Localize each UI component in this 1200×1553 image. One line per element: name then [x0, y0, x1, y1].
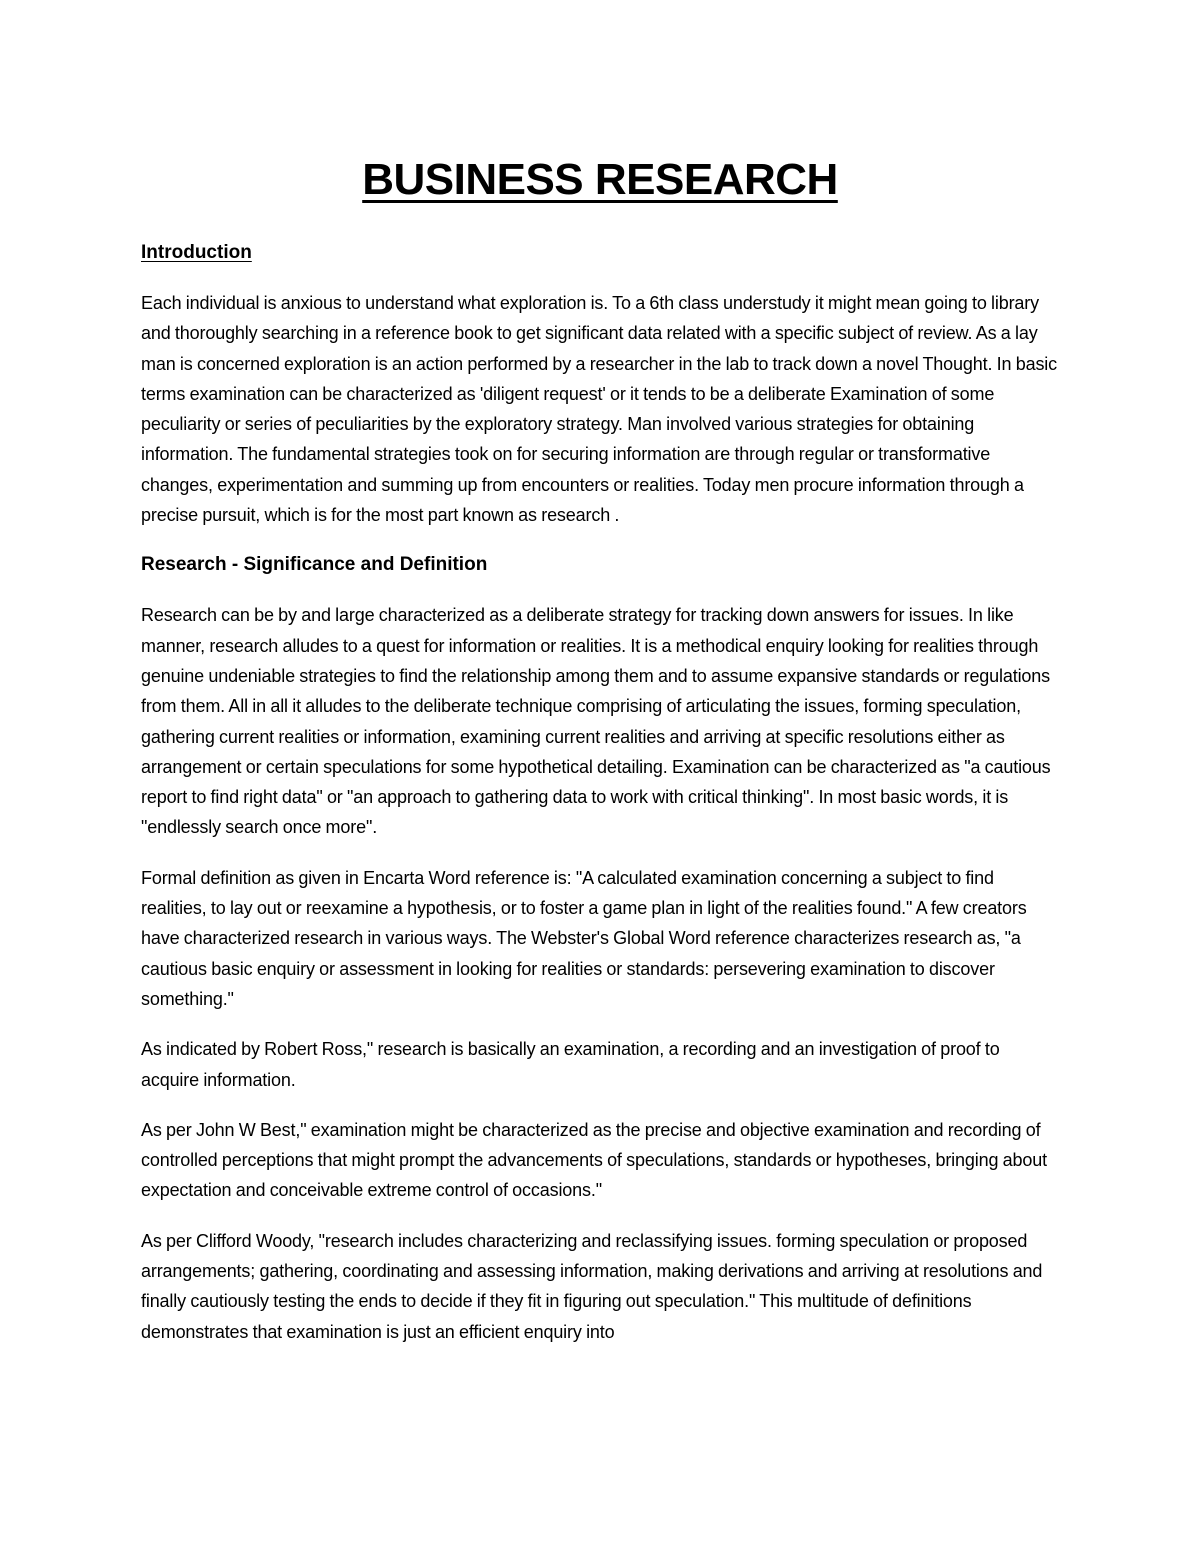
paragraph: Each individual is anxious to understand what exploration is. To a 6th class understudy it might mean going to library and thoroughly searching in a reference book to get significant data related with a specific subject of review. As a lay man is concerned exploration is an action performed by a researcher in the lab to track down a novel Thought. In basic terms examination can be characterized as 'diligent request' or it tends to be a deliberate Examination of some peculiarity or series of peculiarities by the exploratory strategy. Man involved various strategies for obtaining information. The fundamental strategies took on for securing information are through regular or transformative changes, experimentation and summing up from encounters or realities. Today men procure information through a precise pursuit, which is for the most part known as research .	[141, 293, 1058, 526]
section-heading-introduction: Introduction	[141, 242, 252, 263]
paragraph: Research can be by and large characterized as a deliberate strategy for tracking down answers for issues. In like manner, research alludes to a quest for information or realities. It is a methodical enquiry looking for realities through genuine undeniable strategies to find the relationship among them and to assume expansive standards or regulations from them. All in all it alludes to the deliberate technique comprising of articulating the issues, forming speculation, gathering current realities or information, examining current realities and arriving at specific resolutions either as arrangement or certain speculations for some hypothetical detailing. Examination can be characterized as "a cautious report to find right data" or "an approach to gathering data to work with critical thinking". In most basic words, it is "endlessly search once more".	[141, 605, 1051, 838]
document-body	[141, 238, 1061, 1367]
paragraph: As indicated by Robert Ross," research is basically an examination, a recording and an investigation of proof to acquire information.	[141, 1039, 1000, 1090]
document-title: BUSINESS RESEARCH	[362, 155, 838, 204]
paragraph: Formal definition as given in Encarta Word reference is: "A calculated examination concerning a subject to find realities, to lay out or reexamine a hypothesis, or to foster a game plan in light of the realities found." A few creators have characterized research in various ways. The Webster's Global Word reference characterizes research as, "a cautious basic enquiry or assessment in looking for realities or standards: persevering examination to discover something."	[141, 867, 1027, 1009]
section-heading-research-significance: Research - Significance and Definition	[141, 554, 488, 576]
paragraph: As per John W Best," examination might be characterized as the precise and objective examination and recording of controlled perceptions that might prompt the advancements of speculations, standards or hypotheses, bringing about expectation and conceivable extreme control of occasions."	[141, 1119, 1047, 1201]
paragraph: As per Clifford Woody, "research includes characterizing and reclassifying issues. forming speculation or proposed arrangements; gathering, coordinating and assessing information, making derivations and arriving at resolutions and finally cautiously testing the ends to decide if they fit in figuring out speculation." This multitude of definitions demonstrates that examination is just an efficient enquiry into	[141, 1230, 1043, 1342]
